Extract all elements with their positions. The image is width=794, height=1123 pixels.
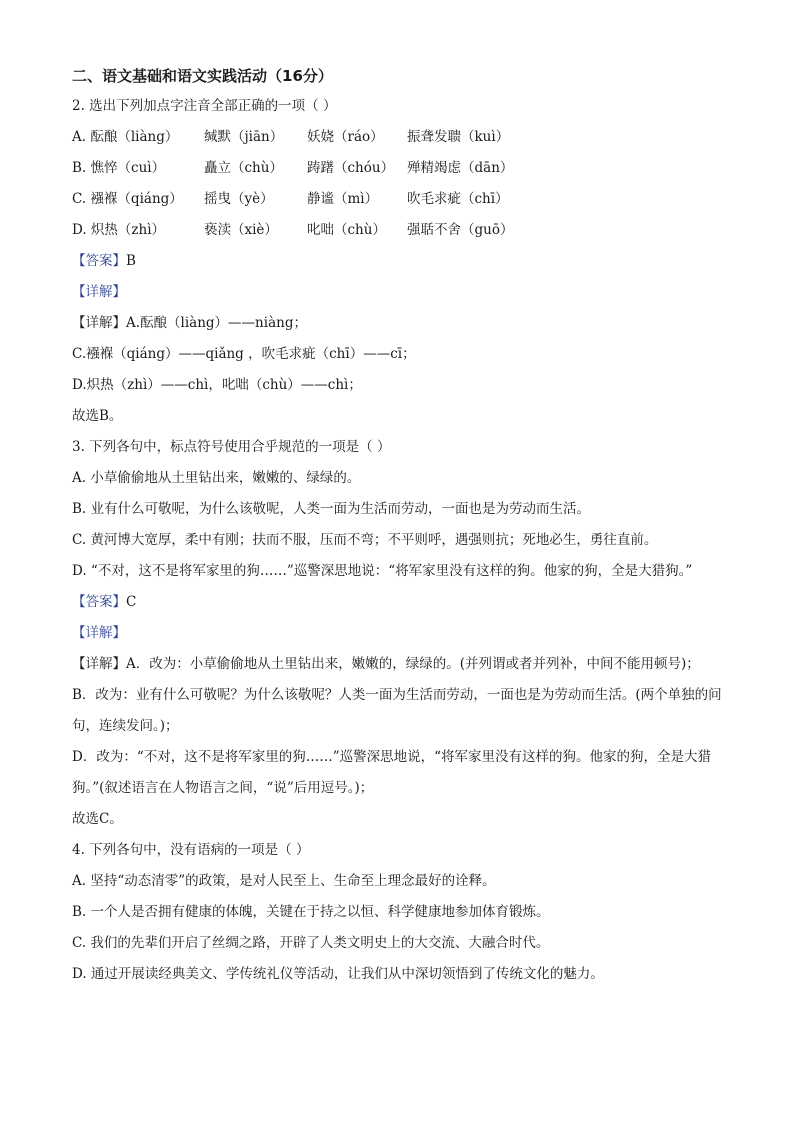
q2-option-a <box>72 122 732 153</box>
q3-option-d: D. “不对，这不是将军家里的狗……”巡警深思地说：“将军家里没有这样的狗。他家的狗，全是大猎狗。” <box>72 563 693 579</box>
q2-option-a-1: A. 酝酿（liàng） <box>72 129 179 145</box>
q2-option-b <box>72 153 732 184</box>
q3-answer-tag: 【答案】 <box>72 594 126 610</box>
q3-option-b: B. 业有什么可敬呢，为什么该敬呢，人类一面为生活而劳动，一面也是为劳动而生活。 <box>72 501 591 517</box>
q2-answer-tag: 【答案】 <box>72 253 126 269</box>
q2-option-d-1: D. 炽热（zhì） <box>72 222 166 238</box>
q2-option-d <box>72 215 732 246</box>
q4-option-c: C. 我们的先辈们开启了丝绸之路，开辟了人类文明史上的大交流、大融合时代。 <box>72 935 550 951</box>
q2-option-d-2: 亵渎（xiè） <box>204 222 278 238</box>
q4-stem: 4. 下列各句中，没有语病的一项是（ ） <box>72 842 310 858</box>
q2-detail-line-3: D.炽热（zhì）——chì，叱咄（chù）——chì； <box>72 377 362 393</box>
q2-option-a-4: 振聋发聩（kuì） <box>407 129 510 145</box>
q3-stem: 3. 下列各句中，标点符号使用合乎规范的一项是（ ） <box>72 439 391 455</box>
q2-option-a-2: 缄默（jiān） <box>204 129 284 145</box>
q2-detail-line-2: C.襁褓（qiáng）——qiǎng ，吹毛求疵（chī）——cī； <box>72 346 416 362</box>
q2-option-d-4: 强聒不舍（guō） <box>407 222 514 238</box>
q4-option-a: A. 坚持“动态清零”的政策，是对人民至上、生命至上理念最好的诠释。 <box>72 873 496 889</box>
q3-option-a: A. 小草偷偷地从土里钻出来，嫩嫩的、绿绿的。 <box>72 470 361 486</box>
q4-option-b: B. 一个人是否拥有健康的体魄，关键在于持之以恒、科学健康地参加体育锻炼。 <box>72 904 550 920</box>
q2-option-b-3: 踌躇（chóu） <box>307 160 395 176</box>
q3-answer-value: C <box>126 594 137 610</box>
q4-option-d: D. 通过开展读经典美文、学传统礼仪等活动，让我们从中深切领悟到了传统文化的魅力。 <box>72 966 604 982</box>
q3-detail-tag: 【详解】 <box>72 625 126 641</box>
q2-answer <box>72 246 732 277</box>
q2-option-c-4: 吹毛求疵（chī） <box>407 191 509 207</box>
section-title: 二、语文基础和语文实践活动（16分） <box>72 67 333 85</box>
q2-stem: 2. 选出下列加点字注音全部正确的一项（ ） <box>72 98 337 114</box>
q3-detail-line-2: B．改为：业有什么可敬呢？为什么该敬呢？人类一面为生活而劳动，一面也是为劳动而生活。(两个单独的问句，连续发问。)； <box>72 687 722 734</box>
q2-option-c-1: C. 襁褓（qiáng） <box>72 191 183 207</box>
q2-answer-value: B <box>126 253 136 269</box>
q3-option-c: C. 黄河博大宽厚，柔中有刚；扶而不服，压而不弯；不平则呼，遇强则抗；死地必生，勇往直前。 <box>72 532 658 548</box>
q2-option-b-2: 矗立（chù） <box>204 160 283 176</box>
q3-detail-line-4: 故选C。 <box>72 811 123 827</box>
q2-option-b-1: B. 憔悴（cuì） <box>72 160 166 176</box>
q3-answer <box>72 587 732 618</box>
q3-detail-line-3: D．改为：“不对，这不是将军家里的狗……”巡警深思地说，“将军家里没有这样的狗。他家的狗，全是大猎狗。”(叙述语言在人物语言之间，“说”后用逗号。)； <box>72 749 712 796</box>
q2-option-c-3: 静谧（mì） <box>307 191 379 207</box>
q2-option-c <box>72 184 732 215</box>
q2-detail-line-4: 故选B。 <box>72 408 123 424</box>
q2-option-b-4: 殚精竭虑（dān） <box>407 160 514 176</box>
q2-option-a-3: 妖娆（ráo） <box>307 129 384 145</box>
q2-option-c-2: 摇曳（yè） <box>204 191 274 207</box>
q3-detail-line-1: 【详解】A．改为：小草偷偷地从土里钻出来，嫩嫩的，绿绿的。(并列谓或者并列补，中间不能用顿号)； <box>72 656 700 672</box>
q2-detail-line-1: 【详解】A.酝酿（liàng）——niàng； <box>72 315 307 331</box>
q2-detail-tag: 【详解】 <box>72 284 126 300</box>
q2-option-d-3: 叱咄（chù） <box>307 222 386 238</box>
document-content <box>72 64 732 990</box>
